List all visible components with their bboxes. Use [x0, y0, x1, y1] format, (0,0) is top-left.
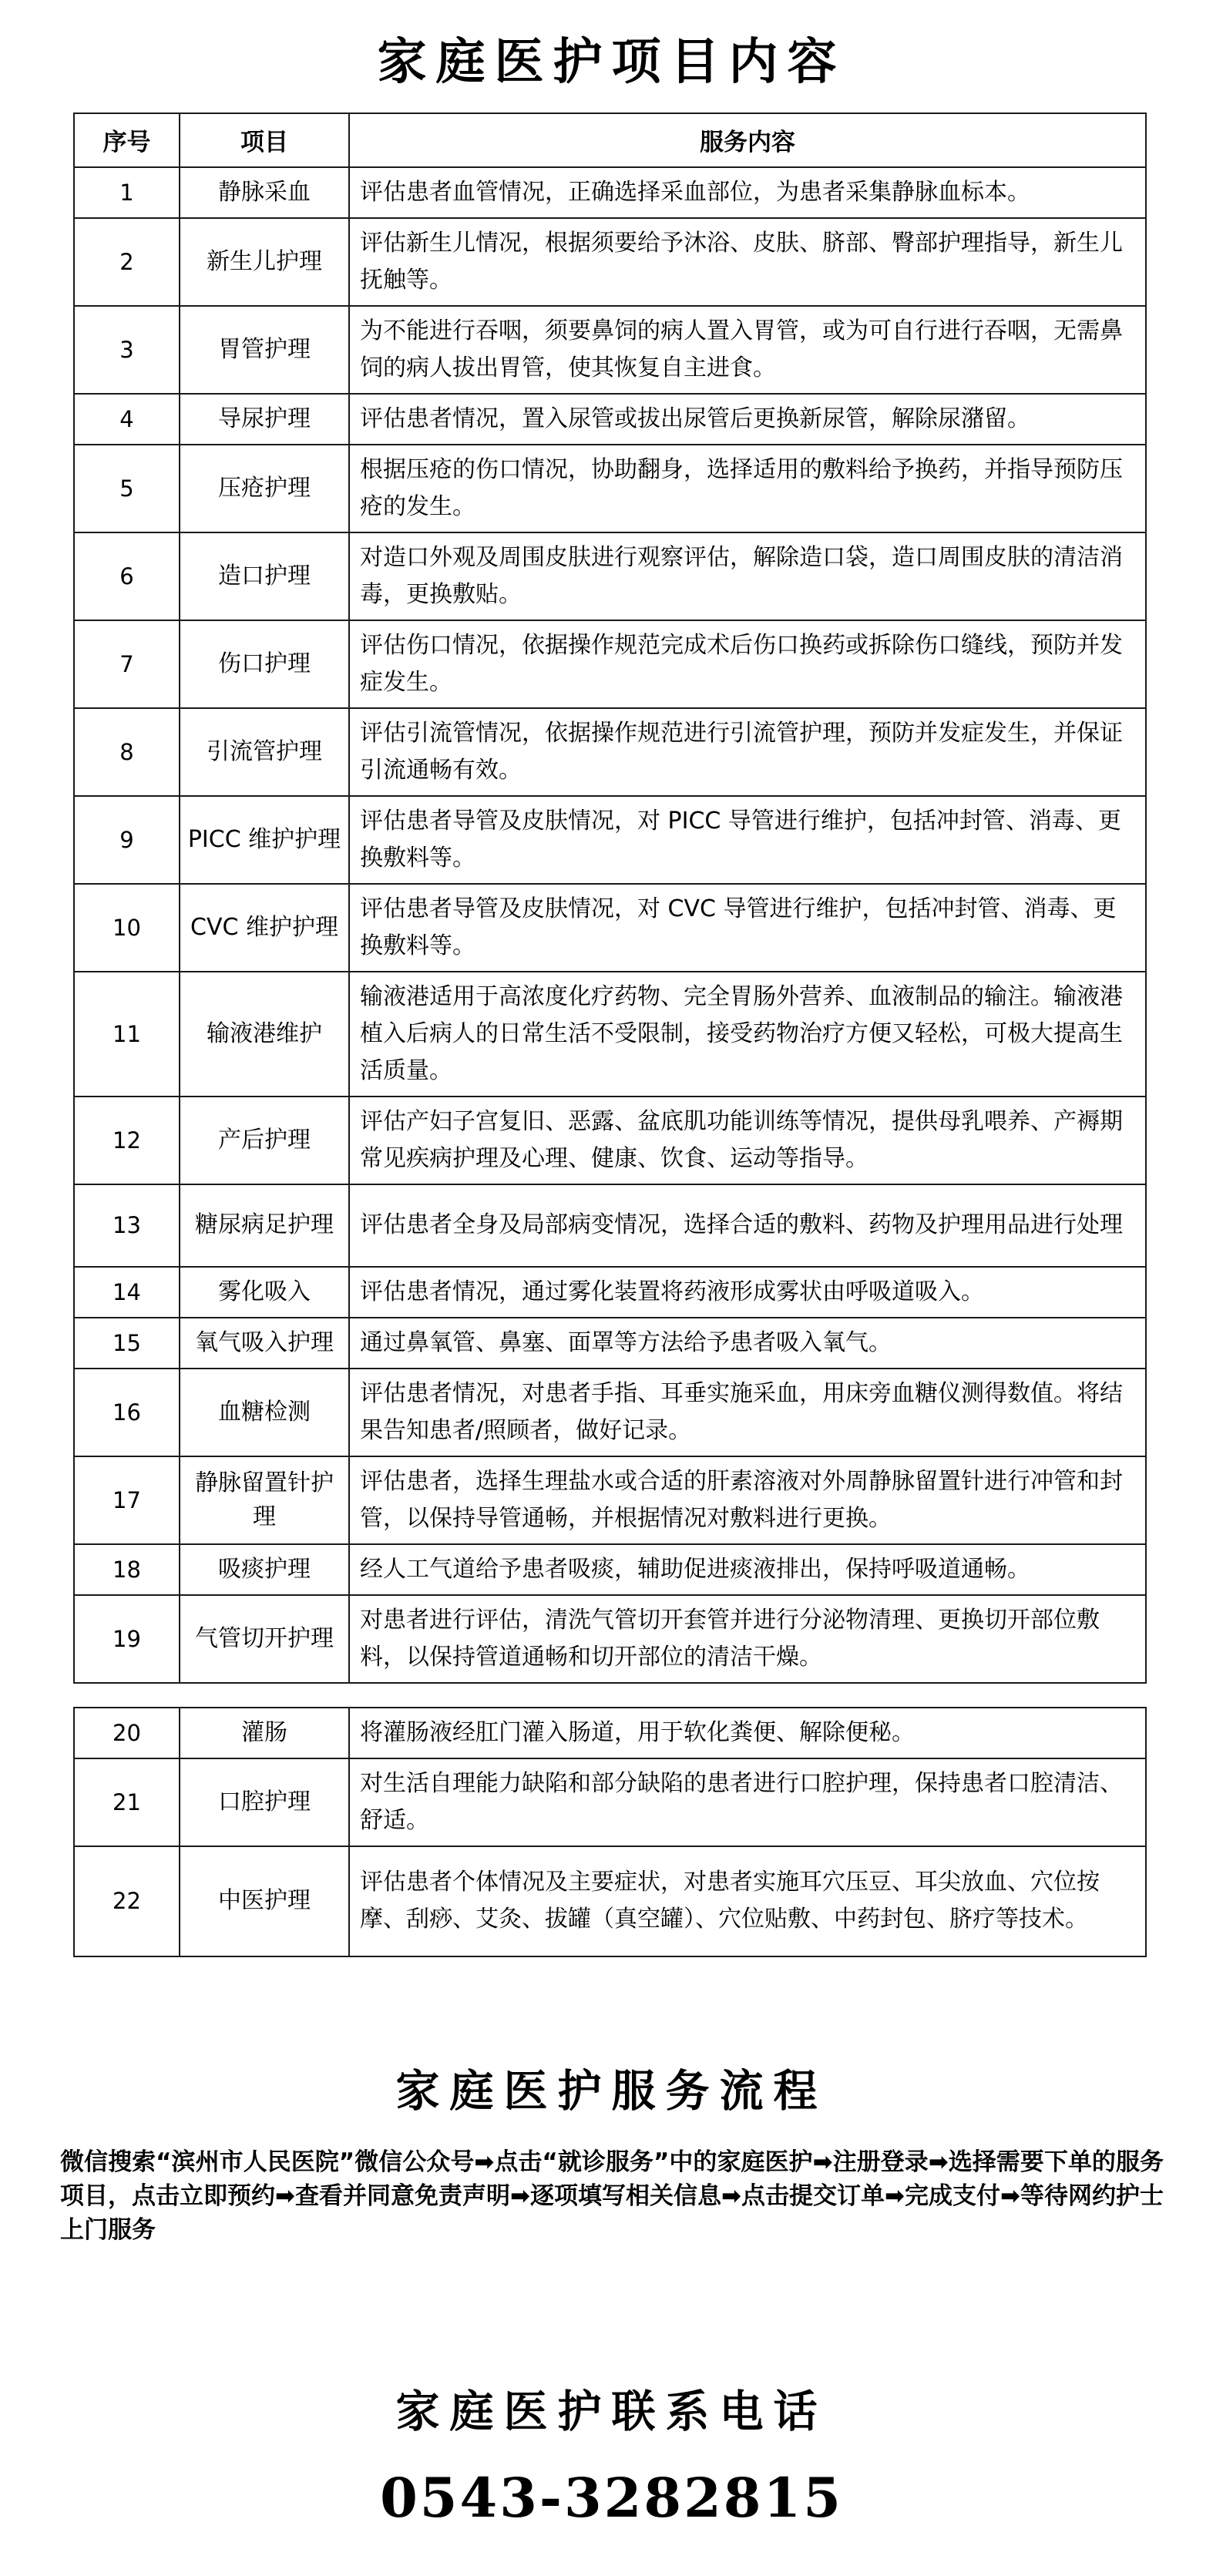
row-number-cell: 1 [74, 167, 180, 218]
row-desc-cell: 经人工气道给予患者吸痰，辅助促进痰液排出，保持呼吸道通畅。 [349, 1544, 1146, 1595]
table-row [74, 445, 1146, 532]
row-item-cell: 产后护理 [180, 1097, 349, 1184]
row-desc-cell: 评估患者血管情况，正确选择采血部位，为患者采集静脉血标本。 [349, 167, 1146, 218]
row-desc-cell: 评估患者情况，通过雾化装置将药液形成雾状由呼吸道吸入。 [349, 1267, 1146, 1318]
row-desc-cell: 将灌肠液经肛门灌入肠道，用于软化粪便、解除便秘。 [349, 1708, 1146, 1758]
row-item-cell: 静脉留置针护理 [180, 1456, 349, 1544]
row-number-cell: 4 [74, 394, 180, 445]
row-desc-cell: 评估产妇子宫复旧、恶露、盆底肌功能训练等情况，提供母乳喂养、产褥期常见疾病护理及心理、健康、饮食、运动等指导。 [349, 1097, 1146, 1184]
row-number-cell: 20 [74, 1708, 180, 1758]
header-cell-desc: 服务内容 [349, 113, 1146, 167]
table-row [74, 972, 1146, 1097]
row-desc-cell: 评估伤口情况，依据操作规范完成术后伤口换药或拆除伤口缝线，预防并发症发生。 [349, 620, 1146, 708]
row-desc-cell: 为不能进行吞咽，须要鼻饲的病人置入胃管，或为可自行进行吞咽，无需鼻饲的病人拔出胃管，使其恢复自主进食。 [349, 306, 1146, 394]
row-number-cell: 9 [74, 796, 180, 884]
table-row [74, 1318, 1146, 1369]
row-item-cell: CVC 维护护理 [180, 884, 349, 972]
row-item-cell: 压疮护理 [180, 445, 349, 532]
row-item-cell: 导尿护理 [180, 394, 349, 445]
row-number-cell: 12 [74, 1097, 180, 1184]
header-cell-number: 序号 [74, 113, 180, 167]
services-table-part1 [73, 113, 1147, 1684]
row-item-cell: 雾化吸入 [180, 1267, 349, 1318]
row-desc-cell: 评估患者导管及皮肤情况，对 PICC 导管进行维护，包括冲封管、消毒、更换敷料等。 [349, 796, 1146, 884]
row-desc-cell: 评估新生儿情况，根据须要给予沐浴、皮肤、脐部、臀部护理指导，新生儿抚触等。 [349, 218, 1146, 306]
row-item-cell: 造口护理 [180, 532, 349, 620]
row-number-cell: 5 [74, 445, 180, 532]
row-number-cell: 17 [74, 1456, 180, 1544]
table-row [74, 306, 1146, 394]
table-row [74, 708, 1146, 796]
row-desc-cell: 对患者进行评估，清洗气管切开套管并进行分泌物清理、更换切开部位敷料，以保持管道通畅和切开部位的清洁干燥。 [349, 1595, 1146, 1683]
table-row [74, 620, 1146, 708]
table-row [74, 1456, 1146, 1544]
row-number-cell: 3 [74, 306, 180, 394]
row-item-cell: 输液港维护 [180, 972, 349, 1097]
contact-section-title: 家庭医护联系电话 [395, 2385, 828, 2437]
row-desc-cell: 评估患者情况，对患者手指、耳垂实施采血，用床旁血糖仪测得数值。将结果告知患者/照顾者，做好记录。 [349, 1369, 1146, 1456]
table-header-row [74, 113, 1146, 167]
row-number-cell: 13 [74, 1184, 180, 1267]
header-cell-item: 项目 [180, 113, 349, 167]
table-row [74, 167, 1146, 218]
table-row [74, 796, 1146, 884]
row-desc-cell: 对生活自理能力缺陷和部分缺陷的患者进行口腔护理，保持患者口腔清洁、舒适。 [349, 1758, 1146, 1846]
table-row [74, 1369, 1146, 1456]
row-item-cell: 氧气吸入护理 [180, 1318, 349, 1369]
row-item-cell: 胃管护理 [180, 306, 349, 394]
services-table-part2 [73, 1707, 1147, 1957]
row-number-cell: 18 [74, 1544, 180, 1595]
row-number-cell: 11 [74, 972, 180, 1097]
row-desc-cell: 对造口外观及周围皮肤进行观察评估，解除造口袋，造口周围皮肤的清洁消毒，更换敷贴。 [349, 532, 1146, 620]
row-number-cell: 10 [74, 884, 180, 972]
row-item-cell: 中医护理 [180, 1846, 349, 1956]
row-number-cell: 16 [74, 1369, 180, 1456]
page-title: 家庭医护项目内容 [377, 33, 846, 91]
row-item-cell: 口腔护理 [180, 1758, 349, 1846]
row-item-cell: 灌肠 [180, 1708, 349, 1758]
table-row [74, 1267, 1146, 1318]
table-row [74, 1544, 1146, 1595]
row-desc-cell: 根据压疮的伤口情况，协助翻身，选择适用的敷料给予换药，并指导预防压疮的发生。 [349, 445, 1146, 532]
row-item-cell: PICC 维护护理 [180, 796, 349, 884]
row-desc-cell: 评估患者情况，置入尿管或拔出尿管后更换新尿管，解除尿潴留。 [349, 394, 1146, 445]
row-item-cell: 新生儿护理 [180, 218, 349, 306]
table-row [74, 218, 1146, 306]
row-desc-cell: 评估引流管情况，依据操作规范进行引流管护理，预防并发症发生，并保证引流通畅有效。 [349, 708, 1146, 796]
row-desc-cell: 评估患者个体情况及主要症状，对患者实施耳穴压豆、耳尖放血、穴位按摩、刮痧、艾灸、拔罐（真空罐）、穴位贴敷、中药封包、脐疗等技术。 [349, 1846, 1146, 1956]
flow-section-title: 家庭医护服务流程 [395, 2064, 828, 2117]
row-number-cell: 6 [74, 532, 180, 620]
row-desc-cell: 评估患者全身及局部病变情况，选择合适的敷料、药物及护理用品进行处理 [349, 1184, 1146, 1267]
row-desc-cell: 评估患者导管及皮肤情况，对 CVC 导管进行维护，包括冲封管、消毒、更换敷料等。 [349, 884, 1146, 972]
row-item-cell: 糖尿病足护理 [180, 1184, 349, 1267]
flow-process-paragraph: 微信搜索“滨州市人民医院”微信公众号➡点击“就诊服务”中的家庭医护➡注册登录➡选择需要下单的服务项目，点击立即预约➡查看并同意免责声明➡逐项填写相关信息➡点击提交订单➡完成支付➡等待网约护士上门服务 [60, 2148, 1164, 2244]
row-item-cell: 血糖检测 [180, 1369, 349, 1456]
row-item-cell: 引流管护理 [180, 708, 349, 796]
table-row [74, 1758, 1146, 1846]
table-row [74, 394, 1146, 445]
row-number-cell: 7 [74, 620, 180, 708]
table-row [74, 1846, 1146, 1956]
table-row [74, 1184, 1146, 1267]
row-desc-cell: 评估患者，选择生理盐水或合适的肝素溶液对外周静脉留置针进行冲管和封管，以保持导管通畅，并根据情况对敷料进行更换。 [349, 1456, 1146, 1544]
row-desc-cell: 输液港适用于高浓度化疗药物、完全胃肠外营养、血液制品的输注。输液港植入后病人的日常生活不受限制，接受药物治疗方便又轻松，可极大提高生活质量。 [349, 972, 1146, 1097]
contact-phone-number: 0543-3282815 [380, 2465, 843, 2530]
row-desc-cell: 通过鼻氧管、鼻塞、面罩等方法给予患者吸入氧气。 [349, 1318, 1146, 1369]
row-number-cell: 2 [74, 218, 180, 306]
row-number-cell: 21 [74, 1758, 180, 1846]
row-number-cell: 19 [74, 1595, 180, 1683]
table-row [74, 1595, 1146, 1683]
table-row [74, 884, 1146, 972]
row-item-cell: 吸痰护理 [180, 1544, 349, 1595]
table-row [74, 532, 1146, 620]
table-row [74, 1097, 1146, 1184]
row-number-cell: 22 [74, 1846, 180, 1956]
row-number-cell: 14 [74, 1267, 180, 1318]
row-number-cell: 8 [74, 708, 180, 796]
row-item-cell: 气管切开护理 [180, 1595, 349, 1683]
row-number-cell: 15 [74, 1318, 180, 1369]
table-row [74, 1708, 1146, 1758]
row-item-cell: 伤口护理 [180, 620, 349, 708]
row-item-cell: 静脉采血 [180, 167, 349, 218]
